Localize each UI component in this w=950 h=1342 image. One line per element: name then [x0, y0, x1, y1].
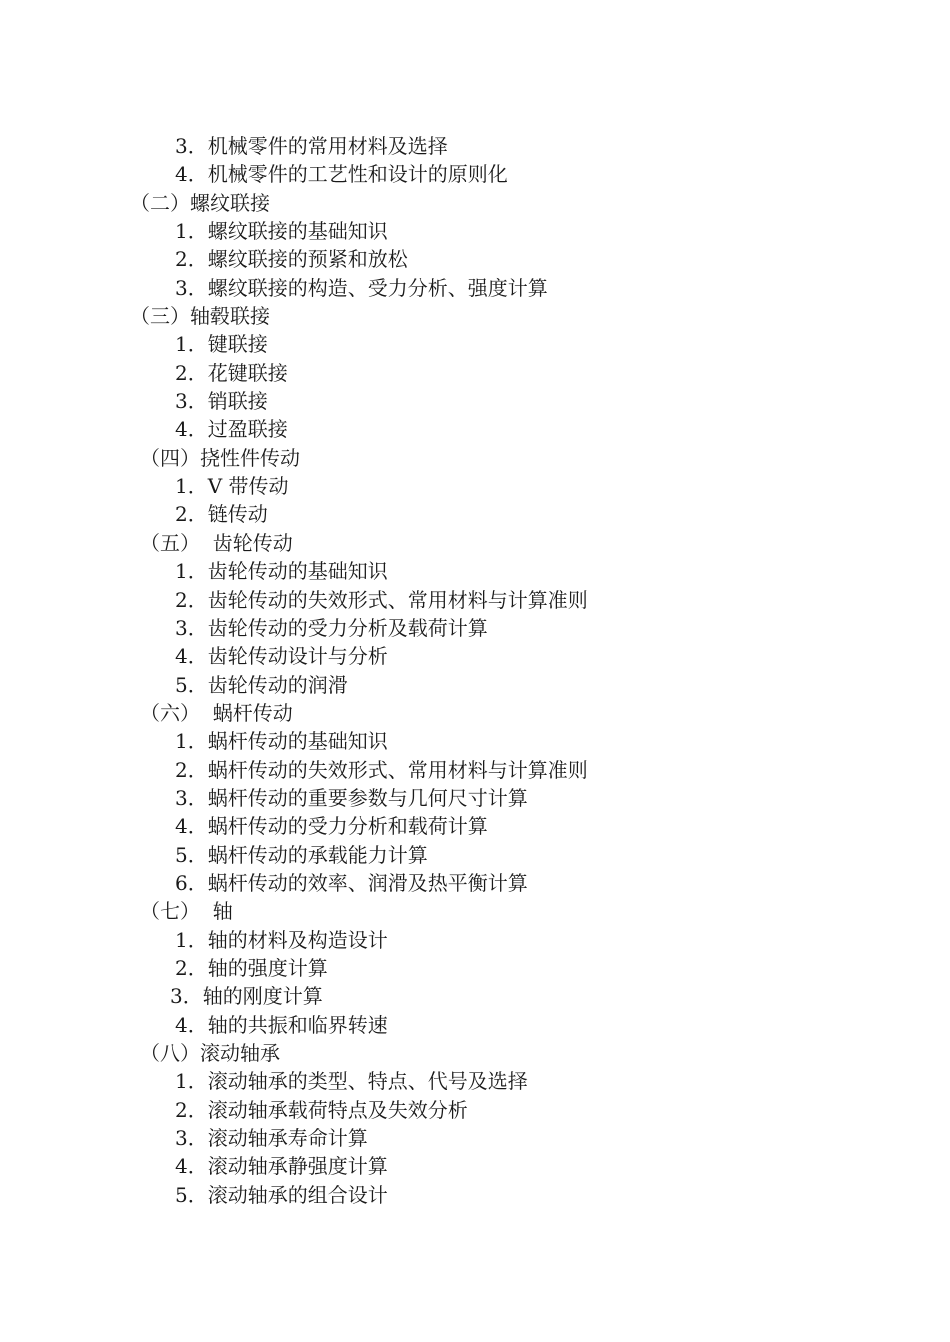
section-heading: （四）挠性件传动 [140, 445, 300, 470]
outline-item: 2．齿轮传动的失效形式、常用材料与计算准则 [175, 587, 588, 612]
outline-item: 3．机械零件的常用材料及选择 [175, 134, 448, 158]
section-heading: （八）滚动轴承 [140, 1041, 280, 1065]
outline-item: 1．螺纹联接的基础知识 [175, 219, 388, 244]
section-heading: （二）螺纹联接 [130, 190, 270, 215]
outline-item: 4．蜗杆传动的受力分析和载荷计算 [175, 814, 488, 839]
outline-item: 3．螺纹联接的构造、受力分析、强度计算 [175, 275, 548, 300]
outline-item: 5．齿轮传动的润滑 [175, 672, 348, 697]
outline-item: 3．蜗杆传动的重要参数与几何尺寸计算 [175, 785, 528, 810]
outline-item: 1．齿轮传动的基础知识 [175, 559, 388, 584]
outline-item: 4．滚动轴承静强度计算 [175, 1154, 388, 1179]
outline-item: 2．链传动 [175, 502, 268, 527]
outline-item: 4．齿轮传动设计与分析 [175, 644, 388, 669]
outline-item: 3．滚动轴承寿命计算 [175, 1126, 368, 1151]
outline-item: 4．机械零件的工艺性和设计的原则化 [175, 162, 508, 187]
outline-item: 1．轴的材料及构造设计 [175, 927, 388, 952]
section-heading: （六） 蜗杆传动 [140, 700, 293, 725]
outline-item: 2．花键联接 [175, 360, 288, 385]
outline-item: 5．蜗杆传动的承载能力计算 [175, 842, 428, 867]
outline-item: 3．销联接 [175, 389, 268, 414]
outline-item: 1．滚动轴承的类型、特点、代号及选择 [175, 1069, 528, 1094]
outline-item: 1．V 带传动 [175, 474, 289, 499]
outline-item: 1．键联接 [175, 332, 268, 357]
outline-item: 3．齿轮传动的受力分析及载荷计算 [175, 615, 488, 640]
outline-item: 2．螺纹联接的预紧和放松 [175, 247, 408, 272]
outline-item: 2．滚动轴承载荷特点及失效分析 [175, 1097, 468, 1122]
section-heading: （七） 轴 [140, 899, 233, 924]
outline-item: 4．过盈联接 [175, 417, 288, 442]
section-heading: （三）轴毂联接 [130, 304, 270, 329]
course-outline [0, 132, 950, 1209]
outline-item: 6．蜗杆传动的效率、润滑及热平衡计算 [175, 870, 528, 895]
outline-item: 1．蜗杆传动的基础知识 [175, 729, 388, 754]
outline-item: 2．轴的强度计算 [175, 955, 328, 980]
outline-item: 3．轴的刚度计算 [170, 984, 323, 1009]
outline-item: 5．滚动轴承的组合设计 [175, 1182, 388, 1207]
outline-item: 4．轴的共振和临界转速 [175, 1012, 388, 1037]
section-heading: （五） 齿轮传动 [140, 530, 293, 555]
outline-item: 2．蜗杆传动的失效形式、常用材料与计算准则 [175, 757, 588, 782]
